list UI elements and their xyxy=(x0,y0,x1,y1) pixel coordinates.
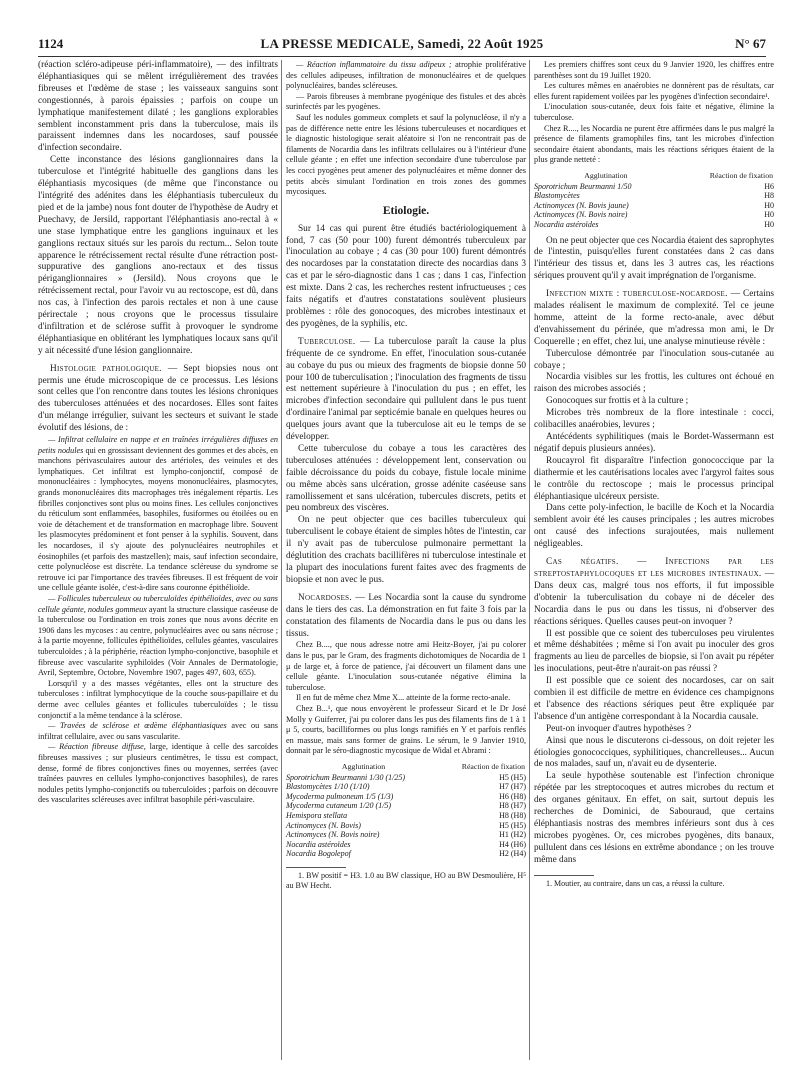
section-heading: Infection mixte : tuberculose-nocardose. xyxy=(546,289,728,300)
case-reports xyxy=(286,640,526,757)
histology-list xyxy=(38,435,278,806)
item-lead: — Travées de sclérose et œdème éléphantiasiques xyxy=(48,721,227,731)
table-header: Agglutination xyxy=(341,761,386,771)
footnote-rule xyxy=(286,867,346,868)
value-cell: H8 (H8) xyxy=(499,810,526,820)
journal-title: LA PRESSE MEDICALE, Samedi, 22 Août 1925 xyxy=(260,36,544,51)
table-row xyxy=(286,792,526,802)
value-cell: H8 (H7) xyxy=(499,801,526,811)
organism-cell: Actinomyces (N. Bovis jaune) xyxy=(534,200,629,210)
item-lead: — Infiltrat cellulaire en nappe et en traînées irrégulières diffuses en petits nodules xyxy=(38,435,278,455)
table-header-row xyxy=(534,170,774,182)
value-cell: H6 xyxy=(764,181,774,191)
section-heading: Histologie pathologique. xyxy=(50,363,162,374)
value-cell: H0 xyxy=(764,200,774,210)
organism-cell: Mycoderma cutaneum 1/20 (1/5) xyxy=(286,801,392,811)
item-lead: — Follicules tuberculeux ou tuberculoïdes épithélioïdes, avec ou sans cellule géante, nodules gommeux xyxy=(38,594,278,614)
section-heading: Cas négatifs. — Infections par les streptostaphylocoques et les microbes intestinaux. xyxy=(534,557,774,579)
paragraph: Roucayrol fit disparaître l'infection gonococcique par la diathermie et les cautérisations locales avec l'argyrol faites sous le contrôle du rectoscope ; mais le processus principal éléphantiasique ulcéreux persiste. xyxy=(534,455,774,502)
footnote: 1. Moutier, au contraire, dans un cas, a réussi la culture. xyxy=(546,878,725,888)
table-row xyxy=(286,782,526,792)
table-row xyxy=(534,182,774,192)
item-lead: — Réaction fibreuse diffuse, xyxy=(48,742,146,752)
column-1 xyxy=(38,60,278,806)
page-number: 1124 xyxy=(38,36,64,51)
footnote-rule xyxy=(534,875,594,876)
organism-cell: Blastomycètes xyxy=(534,191,580,201)
item-text: large, identique à celle des sarcoïdes fibreuses massives ; sur plusieurs centimètres, le tissu est compact, dense, formé de fibres conjonctives fines ou moyennes, serrées (avec traînées pauvres en cellules lympho-conjonctives basophiles), de rares nodules petits lympho-conjonctifs ou tuberculoïdes ; parfois on découvre des vascularites scléreuses avec infiltrat basophile péri-vasculaire. xyxy=(38,742,278,805)
paragraph: Chez R...., les Nocardia ne purent être affirmées dans le pus malgré la présence de filaments gramophiles fins, tant les microbes d'infection secondaire étaient abondants, mais les réactions sériques étaient de la plus grande netteté : xyxy=(534,123,774,165)
table-row xyxy=(286,849,526,859)
list-item: Tuberculose démontrée par l'inoculation sous-cutanée au cobaye ; xyxy=(534,348,774,371)
organism-cell: Sporotrichum Beurmanni 1/50 xyxy=(534,181,632,191)
table-row xyxy=(534,201,774,211)
column-3 xyxy=(534,60,774,889)
header-rule xyxy=(38,56,766,57)
organism-cell: Nocardia astéroïdes xyxy=(534,219,599,229)
value-cell: H0 xyxy=(764,210,774,220)
section-title-etiologie: Etiologie. xyxy=(382,204,430,217)
list-item: Microbes très nombreux de la flore intestinale : cocci, colibacilles anaérobies, levures ; xyxy=(534,408,774,431)
table-row xyxy=(534,210,774,220)
section-heading: Nocardoses. xyxy=(298,592,352,603)
paragraph: Les cultures mêmes en anaérobies ne donnèrent pas de résultats, car elles furent rapidement voilées par les pyogènes d'infection secondaire¹. xyxy=(534,81,774,101)
value-cell: H7 (H7) xyxy=(499,782,526,792)
case-notes xyxy=(534,60,774,166)
organism-cell: Nocardia astéroïdes xyxy=(286,839,351,849)
value-cell: H5 (H5) xyxy=(499,820,526,830)
table-header: Réaction de fixation xyxy=(461,761,525,771)
organism-cell: Hemispora stellata xyxy=(286,810,348,820)
table-row xyxy=(286,840,526,850)
organism-cell: Nocardia Bogolepof xyxy=(286,849,351,859)
organism-cell: Sporotrichum Beurmanni 1/30 (1/25) xyxy=(286,772,406,782)
table-row xyxy=(286,821,526,831)
value-cell: H1 (H2) xyxy=(499,830,526,840)
case-paragraph: Chez B...¹, que nous envoyèrent le professeur Sicard et le Dr José Molly y Guiferrer, j'ai pu colorer dans les pus des filaments fins de 1 à 1 μ 5, courts, bacilliformes ou plus longs ramifiés en Y et parfois renflés en massue, mais sans former de grains. Le sérum, le 9 Janvier 1910, donnait par le séro-diagnostic mycosique de Widal et Abrami : xyxy=(286,704,526,756)
value-cell: H8 xyxy=(764,191,774,201)
paragraph: Les premiers chiffres sont ceux du 9 Janvier 1920, les chiffres entre parenthèses sont du 19 Juillet 1920. xyxy=(534,60,774,80)
organism-cell: Mycoderma pulmoneum 1/5 (1/3) xyxy=(286,791,394,801)
list-item xyxy=(38,594,278,679)
list-item: Nocardia visibles sur les frottis, les cultures ont échoué en raison des microbes associés ; xyxy=(534,372,774,395)
value-cell: H0 xyxy=(764,219,774,229)
list-item: — Parois fibreuses à membrane pyogénique des fistules et des abcès surinfectés par les pyogènes. xyxy=(286,91,526,112)
list-item: Antécédents syphilitiques (mais le Bordet-Wassermann est négatif depuis plusieurs années). xyxy=(534,432,774,454)
paragraph xyxy=(286,337,526,444)
table-row xyxy=(286,773,526,783)
case-paragraph: Il en fut de même chez Mme X... atteinte de la forme recto-anale. xyxy=(296,693,511,703)
table-body xyxy=(286,773,526,859)
value-cell: H2 (H4) xyxy=(499,849,526,859)
paragraph: Peut-on invoquer d'autres hypothèses ? xyxy=(546,723,692,734)
paragraph: Il est possible que ce soient des tuberculoses peu virulentes et même déshabitées ; même si l'on avait pu inoculer des gros fragments au lieu de parcelles de biopsie, si l'on avait pu répéter les inoculations, peut-être n'aurait-on pas réussi ? xyxy=(534,628,774,675)
paragraph xyxy=(38,364,278,435)
paragraph: Dans cette poly-infection, le bacille de Koch et la Nocardia semblent avoir été les causes principales ; les autres microbes ont causé des infections surajoutées, mais nullement négligeables. xyxy=(534,503,774,550)
paragraph-text: — Sept biopsies nous ont permis une étude microscopique de ce processus. Les lésions sont celles que l'on rencontre dans toutes les lésions chroniques des tuberculoses atténuées et des nocardoses. Elles sont faites d'un mélange irrégulier, suivant les secteurs et suivant le stade évolutif des lésions, de : xyxy=(38,363,278,434)
paragraph: Cette tuberculose du cobaye a tous les caractères des tuberculoses atténuées : développement lent, conservation ou faible décroissance du poids du cobaye, fistule locale minime ou même abcès sans ulcération, grosse adénite caséeuse sans ramollissement et sans ulcération, tubercules discrets, petits et peu nombreux des viscères. xyxy=(286,443,526,514)
running-header xyxy=(38,36,766,54)
paragraph-text: — Les Nocardia sont la cause du syndrome dans le tiers des cas. La démonstration en fut faite 3 fois par la constatation des filaments de Nocardia dans le pus ou dans les tissus. xyxy=(286,592,527,639)
list-item xyxy=(38,721,278,742)
item-lead: — Réaction inflammatoire du tissu adipeux ; xyxy=(296,60,452,69)
issue-number: N° 67 xyxy=(735,36,766,51)
table-row xyxy=(534,220,774,230)
table-header: Réaction de fixation xyxy=(709,170,773,180)
item-text: ayant la structure classique caséeuse de la tuberculose ou l'ordination en trois zones que nous avons décrite en 1906 dans les mycoses : au centre, polynucléaires avec ou sans nécrose ; à la partie moyenne, follicules épithélioïdes, cellules géantes, vasculaires tuberculoïdes ; à la périphérie, réaction lympho-conjonctive, basophile et fibreuse avec vascularite syphiloïdes (Voir Annales de Dermatologie, Avril, Septembre, Octobre, Novembre 1907, pages 497, 603, 655). xyxy=(38,604,278,678)
paragraph: On ne peut objecter que ces bacilles tuberculeux qui tuberculisent le cobaye étaient de simples hôtes de l'intestin, car il n'y avait pas de tuberculose pulmonaire permettant la déglutition des crachats bacillifères ni tuberculose intestinale et la plupart des inoculations furent faites avec des fragments de biopsie et non avec le pus. xyxy=(286,515,526,585)
paragraph-text: — La tuberculose paraît la cause la plus fréquente de ce syndrome. En effet, l'inoculation sous-cutanée au cobaye du pus ou mieux des fragments de biopsie donne 50 pour 100 de tuberculisation ; l'inoculation des fragments de tissu est nettement supérieure à l'inoculation du pus ; en effet, les microbes d'infection secondaire qui pullulent dans le pus tuent d'ordinaire l'animal par septicémie banale en quelques heures ou quelques jours avant que la tuberculose ait eu le temps de se développer. xyxy=(286,336,527,443)
item-text: atrophie proliférative des cellules adipeuses, infiltration de mononucléaires et de quelques polynucléaires, bandes scléreuses. xyxy=(286,60,526,91)
paragraph: Il est possible que ce soient des nocardoses, car on sait combien il est difficile de mettre en évidence ces champignons et l'absence des réactions sériques peut être expliquée par l'absence d'un antigène correspondant à la Nocardia causale. xyxy=(534,676,774,722)
organism-cell: Actinomyces (N. Bovis noire) xyxy=(286,830,380,840)
case-paragraph: Chez B...., que nous adresse notre ami Heitz-Boyer, j'ai pu colorer dans le pus, par le Gram, des fragments dichotomiques de Nocardia de 1 μ de large et, à force de patience, j'ai découvert un filament dans une cellule géante. L'inoculation sous-cutanée négative élimina la tuberculose. xyxy=(286,640,526,692)
table-row xyxy=(534,191,774,201)
table-row xyxy=(286,801,526,811)
paragraph: Sur 14 cas qui purent être étudiés bactériologiquement à fond, 7 cas (50 pour 100) furent démontrés tuberculeux par l'inoculation au cobaye ; 4 cas (30 pour 100) furent démontrés des nocardoses par la constatation directe des nocardias dans 3 cas et par le séro-diagnostic dans 1 cas ; dans 1 cas, l'infection est mixte. Dans 2 cas, les recherches restent infructueuses ; ces faits négatifs et d'autres constatations soulèvent plusieurs problèmes : rôle des gonocoques, des microbes intestinaux et des pyogènes, de la syphilis, etc. xyxy=(286,223,526,329)
paragraph xyxy=(534,289,774,349)
paragraph: La seule hypothèse soutenable est l'infection chronique répétée par les streptocoques et autres microbes du rectum et des organes génitaux. En effet, on sait, surtout depuis les recherches de Dominici, de Sabouraud, que certains éléphantiasis nostras des membres inférieurs sont dus à ces microbes pyogènes. Or, ces microbes pyogènes, dits banaux, pullulent dans ces lésions en extrême abondance ; on les trouve même dans xyxy=(534,771,774,865)
list-item xyxy=(286,60,526,92)
organism-cell: Actinomyces (N. Bovis noire) xyxy=(534,210,628,220)
serology-table-1 xyxy=(286,761,526,859)
value-cell: H6 (H8) xyxy=(499,791,526,801)
paragraph: Cette inconstance des lésions ganglionnaires dans la tuberculose et l'intégrité habituelle des ganglions dans les éléphantiasis mycosiques (de même que l'inconstance ou l'intégrité des adénites dans les éléphantiasis tuberculeux du pied et de la jambe) nous font douter de l'hypothèse de Audry et Puechavy, de Jersild, rapportant l'éléphantiasis ano-rectal à « une stase lymphatique entre les ganglions inguinaux et les ganglions rectaux situés sur les parois du rectum... Selon toute apparence le rétrécissement rectal résulte d'une rétraction post-suppurative des ganglions ano-rectaux et des tissus périganglionnaires » (Jersild). Nous croyons que le rétrécissement rectal, pour l'avoir vu au rectoscope, est dû, dans nos cas, à l'infection des parois rectales et non à une cause périrectale ; nous croyons que le processus tissulaire d'infiltration et de sclérose suffit à provoquer le syndrome éléphantiasique en oblitérant les lymphatiques locaux sans qu'il y ait nécessité d'une lésion ganglionnaire. xyxy=(38,155,278,356)
column-divider xyxy=(529,60,530,1060)
list-item: Gonocoques sur frottis et à la culture ; xyxy=(546,396,689,407)
table-header-row xyxy=(286,761,526,773)
list-item xyxy=(38,435,278,594)
list-item: Sauf les nodules gommeux complets et sauf la polynucléose, il n'y a pas de différence nette entre les lésions tuberculeuses et nocardiques et le diagnostic histologique serait aléatoire si l'on ne rencontrait pas de filaments de Nocardia dans les infiltrats cellulaires ou à l'intérieur d'une cellule géante ; en effet une infection secondaire d'une tuberculose par les cocci pyogènes peut amener des polynucléaires et même donner des petits abcès simulant l'ordination en trois zones des gommes mycosiques. xyxy=(286,112,526,197)
table-row xyxy=(286,811,526,821)
histology-list-cont xyxy=(286,60,526,198)
paragraph xyxy=(286,593,526,641)
organism-cell: Actinomyces (N. Bovis) xyxy=(286,820,361,830)
column-divider xyxy=(281,60,282,1060)
item-text: avec ou sans infiltrat cellulaire, avec ou sans vascularite. xyxy=(38,721,278,741)
section-heading: Tuberculose. xyxy=(298,336,356,347)
item-text: qui en grossissant deviennent des gommes et des abcès, en manchons périvasculaires autour des artérioles, des veinules et des lymphatiques. Cet infiltrat est lympho-conjonctif, composé de mononucléaires : lymphocytes, moyens mononucléaires, plasmocytes, grands mononucléaires dits macrophages très inégalement répartis. Les fibrilles conjonctives sont plus ou moins fines. Les cellules conjonctives du réticulum sont enflammées, basophiles, fusiformes ou étoilées ou en voie de détachement et de transformation en macrophage libre. Souvent les plasmocytes prédominent et font penser à la syphilis. Souvent, dans les nocardoses, il s'y ajoute des polynucléaires neutrophiles et éosinophiles (et parfois des mastzellen); mais, sauf infection secondaire, cette polynucléose est discrète. La tendance scléreuse du syndrome se retrouve ici par l'importance des travées fibreuses. Il est fréquent de voir une cellule géante isolée, c'est-à-dire sans couronne épithélioïde. xyxy=(38,445,278,593)
column-2 xyxy=(286,60,526,891)
paragraph: Ainsi que nous le discuterons ci-dessous, on doit rejeter les étiologies gonococciques, syphilitiques, chancrelleuses... Aucun de nos malades, sauf un, n'avait eu de dysenterie. xyxy=(534,735,774,770)
paragraph: (réaction scléro-adipeuse péri-inflammatoire), — des infiltrats éléphantiasiques qui se mêlent irrégulièrement des travées fibreuses et l'œdème de stase ; les vaisseaux sanguins sont congestionnés, à parois épaissies ; parfois on coupe un lymphatique manifestement dilaté ; les ganglions explorables semblent inconstamment pris dans la tuberculose, mais ils paraissent indemnes dans les nocardoses, sauf poussée d'infection secondaire. xyxy=(38,60,278,154)
paragraph: On ne peut objecter que ces Nocardia étaient des saprophytes de l'intestin, puisqu'elles furent constatées dans 2 cas dans l'intérieur des tissus et, dans les 3 autres cas, les réactions sériques prouvent qu'il y avait imprégnation de l'organisme. xyxy=(534,235,774,282)
table-body xyxy=(534,182,774,230)
table-header: Agglutination xyxy=(584,170,628,180)
list-item: Lorsqu'il y a des masses végétantes, elles ont la structure des tuberculoses : infiltrat lymphocytique de la couche sous-papillaire et du derme avec cellules géantes et follicules tuberculoïdes ; le tissu conjonctif a la même tendance à la sclérose. xyxy=(38,678,278,720)
table-row xyxy=(286,830,526,840)
value-cell: H4 (H6) xyxy=(499,839,526,849)
list-item xyxy=(38,742,278,806)
value-cell: H5 (H5) xyxy=(499,772,526,782)
paragraph-text: — Certains malades réalisent le maximum de complexité. Tel ce jeune homme, atteint de la forme recto-anale, avec début d'envahissement du périnée, que m'adressa mon ami, le Dr Coquerelle ; en effet, chez lui, une analyse minutieuse révèle : xyxy=(534,289,775,347)
footnote: 1. BW positif = H3. 1.0 au BW classique, HO au BW Desmoulière, H⁵ au BW Hecht. xyxy=(286,870,526,890)
serology-table-2 xyxy=(534,170,774,230)
organism-cell: Blastomycètes 1/10 (1/10) xyxy=(286,782,370,792)
paragraph xyxy=(534,557,774,628)
paragraph: L'inoculation sous-cutanée, deux fois faite et négative, élimine la tuberculose. xyxy=(534,102,774,122)
paragraph-text: — Dans deux cas, malgré tous nos efforts, il fut impossible d'obtenir la tuberculisation du cobaye ni de déceler des Nocardia dans le pus ou dans les tissus, ni d'observer des réactions sériques. Quelles causes peut-on invoquer ? xyxy=(534,568,775,627)
